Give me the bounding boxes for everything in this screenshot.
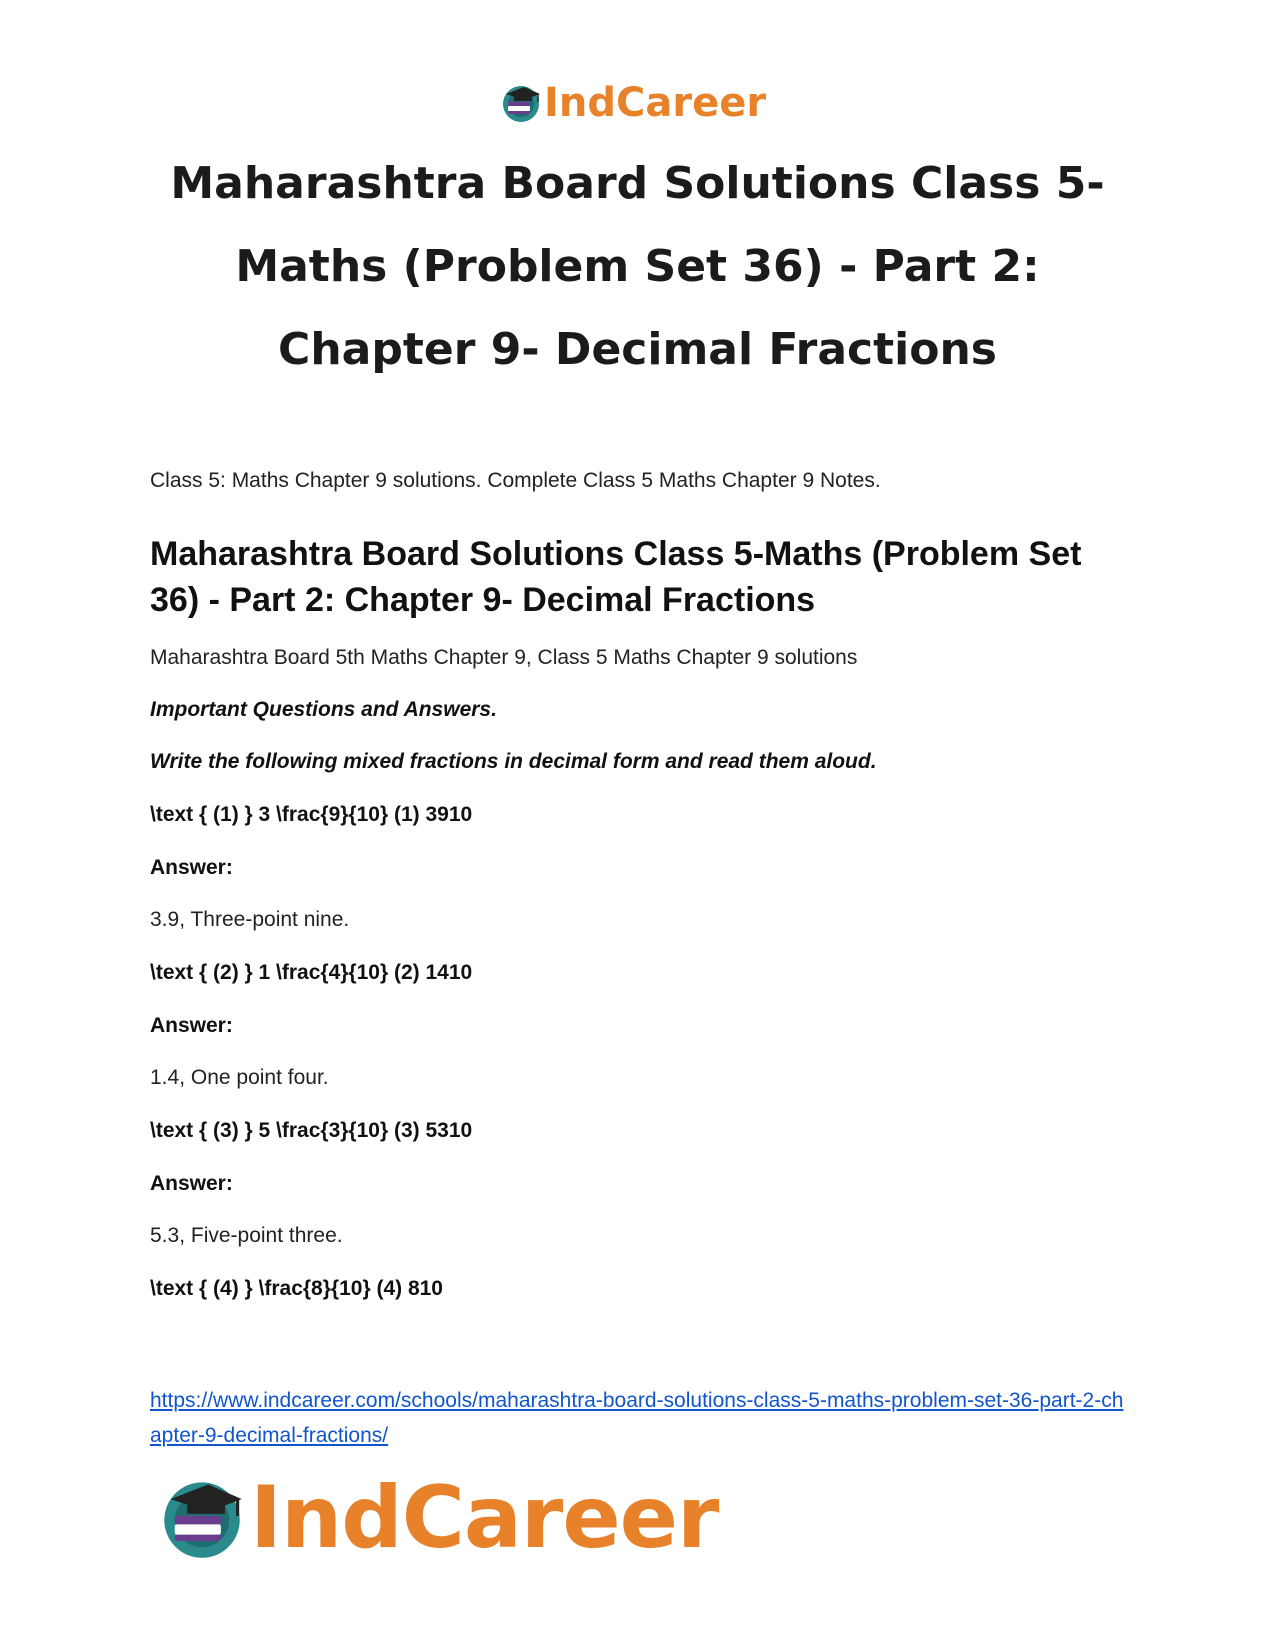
intro-text: Class 5: Maths Chapter 9 solutions. Complete Class 5 Maths Chapter 9 Notes. xyxy=(150,469,881,492)
graduation-cap-book-globe-icon xyxy=(158,1474,246,1562)
answer-label-2: Answer: xyxy=(150,1014,233,1037)
answer-3: 5.3, Five-point three. xyxy=(150,1224,343,1247)
brand-name-bottom: IndCareer xyxy=(250,1468,719,1568)
brand-name-top: IndCareer xyxy=(544,80,767,126)
question-3: \text { (3) } 5 \frac{3}{10} (3) 5310 xyxy=(150,1119,473,1142)
section-heading: Maharashtra Board Solutions Class 5-Maths (Problem Set 36) - Part 2: Chapter 9- Decimal Fractions xyxy=(150,535,1082,619)
article-body xyxy=(150,468,1135,1302)
answer-1: 3.9, Three-point nine. xyxy=(150,908,350,931)
answer-2: 1.4, One point four. xyxy=(150,1066,329,1089)
page-title: Maharashtra Board Solutions Class 5-Maths (Problem Set 36) - Part 2: Chapter 9- Decimal Fractions xyxy=(170,158,1105,375)
answer-label-1: Answer: xyxy=(150,856,233,879)
question-2: \text { (2) } 1 \frac{4}{10} (2) 1410 xyxy=(150,961,473,984)
graduation-cap-book-globe-icon xyxy=(500,82,542,124)
brand-logo-bottom xyxy=(158,1468,718,1568)
instruction-text: Write the following mixed fractions in decimal form and read them aloud. xyxy=(150,750,877,773)
subtitle-text: Maharashtra Board 5th Maths Chapter 9, Class 5 Maths Chapter 9 solutions xyxy=(150,646,858,669)
question-1: \text { (1) } 3 \frac{9}{10} (1) 3910 xyxy=(150,803,473,826)
important-label: Important Questions and Answers. xyxy=(150,698,497,721)
answer-label-3: Answer: xyxy=(150,1172,233,1195)
brand-logo-top xyxy=(500,78,766,128)
question-4: \text { (4) } \frac{8}{10} (4) 810 xyxy=(150,1277,443,1300)
source-link[interactable]: https://www.indcareer.com/schools/maharashtra-board-solutions-class-5-maths-problem-set-36-part-2-chapter-9-decimal-fractions/ xyxy=(150,1389,1124,1447)
